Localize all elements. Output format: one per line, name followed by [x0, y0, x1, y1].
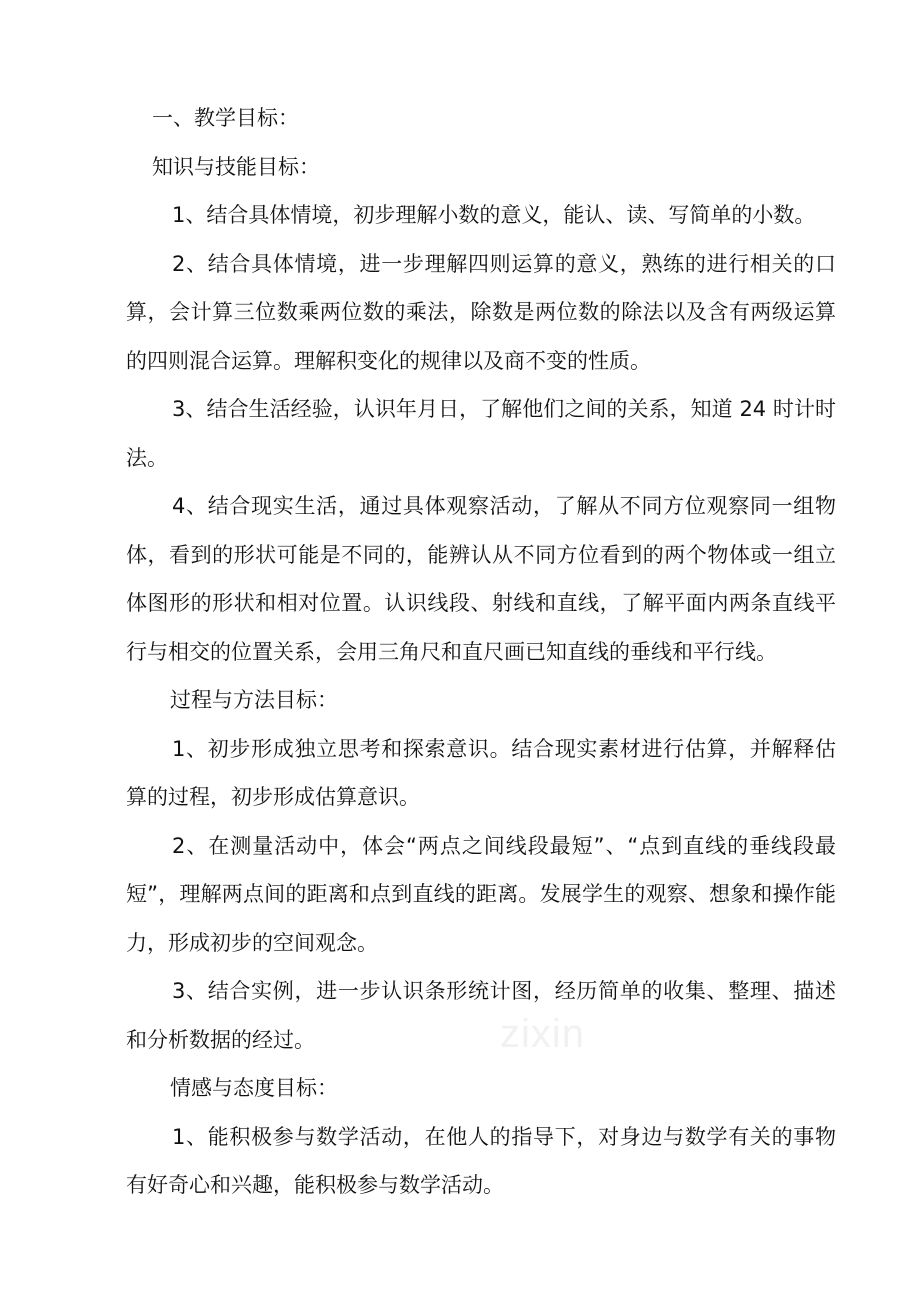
paragraph-knowledge-2: 2、结合具体情境，进一步理解四则运算的意义，熟练的进行相关的口算，会计算三位数乘两位数的乘法，除数是两位数的除法以及含有两级运算的四则混合运算。理解积变化的规律以及商不变的性质。: [126, 251, 836, 373]
paragraph-process-2: 2、在测量活动中，体会“两点之间线段最短”、“点到直线的垂线段最短”，理解两点间的距离和点到直线的距离。发展学生的观察、想象和操作能力，形成初步的空间观念。: [126, 833, 836, 955]
subheading-emotion-attitude: 情感与态度目标：: [170, 1076, 338, 1100]
paragraph-process-1: 1、初步形成独立思考和探索意识。结合现实素材进行估算，并解释估算的过程，初步形成估算意识。: [126, 736, 836, 809]
subheading-knowledge-skills: 知识与技能目标：: [152, 154, 320, 179]
paragraph-knowledge-3: 3、结合生活经验，认识年月日，了解他们之间的关系，知道 24 时计时法。: [126, 397, 836, 470]
document-body: [126, 94, 836, 1210]
paragraph-emotion-1: 1、能积极参与数学活动，在他人的指导下，对身边与数学有关的事物有好奇心和兴趣，能积极参与数学活动。: [126, 1124, 836, 1197]
paragraph-knowledge-1: 1、结合具体情境，初步理解小数的意义，能认、读、写简单的小数。: [172, 203, 816, 227]
watermark-text: zixin: [500, 1012, 586, 1056]
paragraph-process-3: 3、结合实例，进一步认识条形统计图，经历简单的收集、整理、描述和分析数据的经过。: [126, 979, 836, 1052]
subheading-process-methods: 过程与方法目标：: [170, 688, 338, 712]
section-title: 一、教学目标：: [152, 106, 299, 130]
paragraph-knowledge-4: 4、结合现实生活，通过具体观察活动，了解从不同方位观察同一组物体，看到的形状可能是不同的，能辨认从不同方位看到的两个物体或一组立体图形的形状和相对位置。认识线段、射线和直线，了解平面内两条直线平行与相交的位置关系，会用三角尺和直尺画已知直线的垂线和平行线。: [126, 494, 836, 664]
